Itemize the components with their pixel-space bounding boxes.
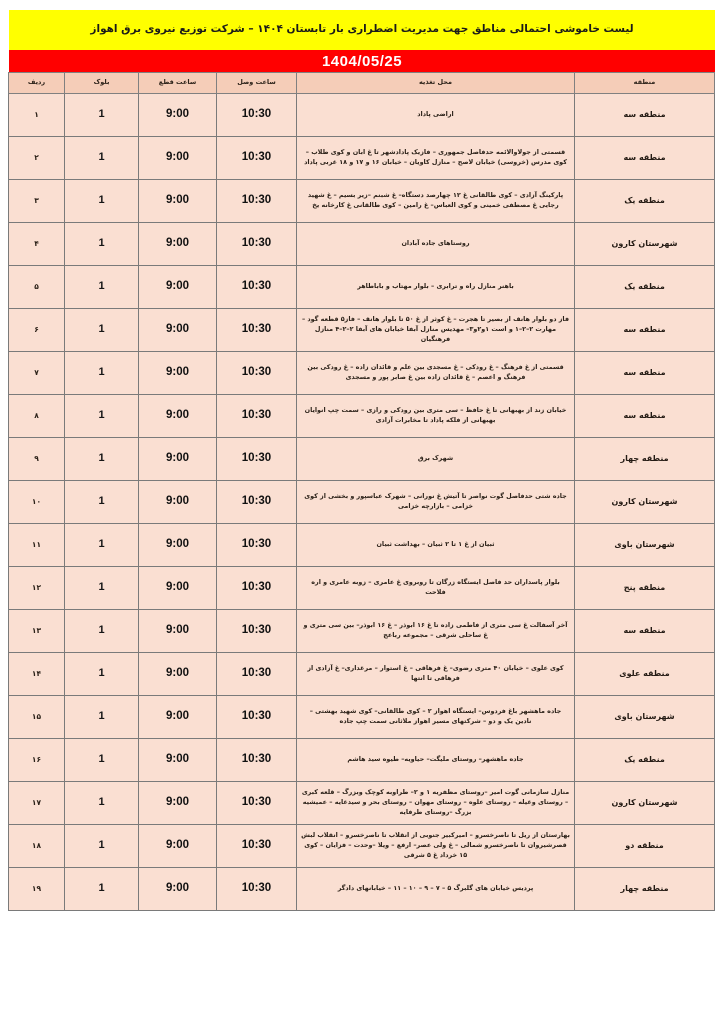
column-header-mahal-taghzieh: محل تغذیه: [297, 73, 575, 94]
cell-mantagheh: منطقه سه: [575, 309, 715, 352]
cell-mahal-taghzieh: باهنر منازل راه و ترابری – بلوار مهتاب و باباطاهر: [297, 266, 575, 309]
cell-radif: ۲: [9, 137, 65, 180]
cell-mahal-taghzieh: قسمتی از جولاوالائمه حدفاصل جمهوری – فازیک پادادشهر تا غ ابان و کوی طلاب – کوی مدرس (خروسی) خیابان لاصح – منازل کاویان – خیابان ۱۶ و ۱۷ و ۱۸ غربی پاداد: [297, 137, 575, 180]
cell-mantagheh: منطقه یک: [575, 180, 715, 223]
table-header-row: [9, 73, 715, 94]
cell-saat-ghat: 9:00: [139, 481, 217, 524]
cell-saat-ghat: 9:00: [139, 524, 217, 567]
cell-mantagheh: منطقه چهار: [575, 438, 715, 481]
table-row: [9, 395, 715, 438]
cell-mantagheh: شهرستان کارون: [575, 223, 715, 266]
cell-mantagheh: منطقه سه: [575, 94, 715, 137]
cell-saat-vasl: 10:30: [217, 481, 297, 524]
date-banner: [9, 50, 715, 72]
cell-mantagheh: منطقه سه: [575, 352, 715, 395]
cell-blok: 1: [65, 739, 139, 782]
cell-mahal-taghzieh: منازل سازمانی گوت امیر –روستای مظفریه ۱ و ۲– طراوبه کوچک وبزرگ – قلعه کبری – روستای وغیله – روستای علوه – روستای مهوان – روستای بحر و سیدغایه – عمیشیه بزرگ –روستای طرفایه: [297, 782, 575, 825]
cell-mahal-taghzieh: اراضی پاداد: [297, 94, 575, 137]
table-row: [9, 223, 715, 266]
cell-mahal-taghzieh: قسمتی از غ فرهنگ – غ رودکی – غ مسجدی بین علم و قائدان زاده – غ رودکی بین فرهنگ و اعصم – غ قائدان زاده بین غ صابر پور و مسجدی: [297, 352, 575, 395]
cell-mahal-taghzieh: شهرک برق: [297, 438, 575, 481]
table-body: [9, 94, 715, 911]
cell-mahal-taghzieh: پردیس خیابان های گلبرگ ۵ – ۷ – ۹ – ۱۰ – ۱۱ – خیابانهای دادگر: [297, 868, 575, 911]
cell-saat-ghat: 9:00: [139, 610, 217, 653]
cell-saat-vasl: 10:30: [217, 825, 297, 868]
cell-mantagheh: منطقه یک: [575, 266, 715, 309]
cell-mantagheh: منطقه یک: [575, 739, 715, 782]
cell-saat-ghat: 9:00: [139, 94, 217, 137]
page-title: لیست خاموشی احتمالی مناطق جهت مدیریت اضطراری بار تابستان ۱۴۰۴ – شرکت توزیع نیروی برق اهواز: [90, 23, 634, 36]
cell-blok: 1: [65, 438, 139, 481]
table-row: [9, 309, 715, 352]
cell-saat-ghat: 9:00: [139, 739, 217, 782]
cell-saat-vasl: 10:30: [217, 137, 297, 180]
cell-mantagheh: منطقه سه: [575, 610, 715, 653]
cell-radif: ۷: [9, 352, 65, 395]
cell-mahal-taghzieh: بلوار پاسداران حد فاصل ایستگاه زرگان تا روبروی غ عامری – زوبه عامری و اره فلاحت: [297, 567, 575, 610]
cell-mantagheh: شهرستان کارون: [575, 782, 715, 825]
cell-radif: ۱۹: [9, 868, 65, 911]
cell-radif: ۱۸: [9, 825, 65, 868]
cell-saat-ghat: 9:00: [139, 352, 217, 395]
column-header-blok: بلوک: [65, 73, 139, 94]
cell-saat-ghat: 9:00: [139, 438, 217, 481]
cell-blok: 1: [65, 868, 139, 911]
cell-saat-vasl: 10:30: [217, 696, 297, 739]
cell-saat-ghat: 9:00: [139, 653, 217, 696]
cell-saat-ghat: 9:00: [139, 868, 217, 911]
cell-saat-ghat: 9:00: [139, 137, 217, 180]
table-row: [9, 266, 715, 309]
cell-saat-ghat: 9:00: [139, 309, 217, 352]
cell-radif: ۱۲: [9, 567, 65, 610]
cell-blok: 1: [65, 352, 139, 395]
table-row: [9, 137, 715, 180]
table-row: [9, 739, 715, 782]
cell-saat-vasl: 10:30: [217, 266, 297, 309]
cell-radif: ۱: [9, 94, 65, 137]
table-row: [9, 94, 715, 137]
cell-saat-vasl: 10:30: [217, 524, 297, 567]
column-header-saat-ghat: ساعت قطع: [139, 73, 217, 94]
cell-saat-ghat: 9:00: [139, 782, 217, 825]
cell-blok: 1: [65, 309, 139, 352]
table-row: [9, 868, 715, 911]
cell-blok: 1: [65, 266, 139, 309]
cell-mahal-taghzieh: ثبیان از غ ۱ تا ۲ ثبیان – بهداشت ثبیان: [297, 524, 575, 567]
cell-radif: ۱۶: [9, 739, 65, 782]
cell-mahal-taghzieh: فاز دو بلوار هانف از بصیر تا هجرت – غ کوثر از غ ۵۰ تا بلوار هانف – فاز۵ قطعه گود – مهارت ۲–۲–۱ و است ۱و۲و۳– مهدیس منازل آبفا خیابان های آبفا ۲–۲–۴ منازل فرهنگیان: [297, 309, 575, 352]
cell-saat-vasl: 10:30: [217, 782, 297, 825]
cell-blok: 1: [65, 137, 139, 180]
table-row: [9, 782, 715, 825]
cell-blok: 1: [65, 696, 139, 739]
table-row: [9, 481, 715, 524]
cell-blok: 1: [65, 825, 139, 868]
column-header-radif: ردیف: [9, 73, 65, 94]
cell-saat-vasl: 10:30: [217, 739, 297, 782]
cell-radif: ۹: [9, 438, 65, 481]
cell-saat-ghat: 9:00: [139, 223, 217, 266]
cell-radif: ۱۵: [9, 696, 65, 739]
table-row: [9, 524, 715, 567]
cell-mahal-taghzieh: بهارستان از ریل تا ناصرخسرو – امیرکبیر جنوبی از انقلاب تا ناصرخسرو – انقلاب لبش قصرشیروان تا ناصرخسرو شمالی – غ ولی عصر– ارفع – ویلا –وحدت – فزایان – کوی ۱۵ خرداد غ ۵ شرقی: [297, 825, 575, 868]
table-row: [9, 610, 715, 653]
cell-saat-vasl: 10:30: [217, 94, 297, 137]
cell-mantagheh: منطقه سه: [575, 395, 715, 438]
cell-saat-vasl: 10:30: [217, 653, 297, 696]
cell-mahal-taghzieh: کوی علوی – خیابان ۴۰ متری رضوی– غ فرهاقی – غ استوار – مرغداری– غ آزادی از فرهاقی تا انتها: [297, 653, 575, 696]
cell-saat-ghat: 9:00: [139, 180, 217, 223]
cell-saat-vasl: 10:30: [217, 868, 297, 911]
cell-mantagheh: منطقه دو: [575, 825, 715, 868]
cell-mantagheh: شهرستان کارون: [575, 481, 715, 524]
cell-saat-vasl: 10:30: [217, 438, 297, 481]
table-header: [9, 73, 715, 94]
cell-mantagheh: منطقه علوی: [575, 653, 715, 696]
outage-table: [8, 72, 715, 911]
cell-radif: ۸: [9, 395, 65, 438]
cell-blok: 1: [65, 223, 139, 266]
cell-saat-vasl: 10:30: [217, 223, 297, 266]
column-header-saat-vasl: ساعت وصل: [217, 73, 297, 94]
cell-saat-ghat: 9:00: [139, 696, 217, 739]
cell-mahal-taghzieh: پارکینگ آزادی – کوی طالقانی غ ۱۲ چهارصد دستگاه– غ شبنم –زیر بسیم – غ شهید رجایی غ مصطفی خمینی و کوی العباس– غ رامین – کوی طالقانی غ کارخانه یخ: [297, 180, 575, 223]
cell-blok: 1: [65, 481, 139, 524]
cell-mahal-taghzieh: جاده ماهشهر باغ فردوس– ایستگاه اهواز ۲ – کوی طالقانی– کوی شهید بهشتی – نادین یک و دو – شرکتهای مسیر اهواز ملاثانی سمت چپ جاده: [297, 696, 575, 739]
cell-saat-vasl: 10:30: [217, 567, 297, 610]
cell-radif: ۴: [9, 223, 65, 266]
cell-blok: 1: [65, 94, 139, 137]
cell-saat-vasl: 10:30: [217, 352, 297, 395]
cell-saat-ghat: 9:00: [139, 395, 217, 438]
cell-mantagheh: شهرستان باوی: [575, 696, 715, 739]
cell-radif: ۳: [9, 180, 65, 223]
cell-radif: ۱۰: [9, 481, 65, 524]
cell-mahal-taghzieh: روستاهای جاده آبادان: [297, 223, 575, 266]
table-row: [9, 180, 715, 223]
table-row: [9, 696, 715, 739]
table-row: [9, 825, 715, 868]
table-row: [9, 567, 715, 610]
cell-mantagheh: منطقه چهار: [575, 868, 715, 911]
cell-radif: ۵: [9, 266, 65, 309]
cell-saat-vasl: 10:30: [217, 395, 297, 438]
cell-blok: 1: [65, 524, 139, 567]
cell-mahal-taghzieh: جاده ماهشهر– روستای ملیگت– حیاویه– طیوه سید هاشم: [297, 739, 575, 782]
cell-radif: ۱۷: [9, 782, 65, 825]
cell-radif: ۱۴: [9, 653, 65, 696]
cell-mahal-taghzieh: خیابان زند از بهبهانی تا غ حافظ – سی متری بین رودکی و رازی – سمت چپ انوایان بهبهانی از فلکه پاداد تا مخابرات آزادی: [297, 395, 575, 438]
column-header-mantagheh: منطقه: [575, 73, 715, 94]
cell-blok: 1: [65, 567, 139, 610]
cell-mahal-taghzieh: آخر آسفالت غ سی متری از فاطمی زاده تا غ ۱۶ ابوذر – غ ۱۶ ابوذر– بین سی متری و غ ساحلی شرقی – مجموعه رباعج: [297, 610, 575, 653]
cell-mantagheh: منطقه پنج: [575, 567, 715, 610]
cell-blok: 1: [65, 653, 139, 696]
title-banner: [9, 10, 715, 50]
cell-saat-vasl: 10:30: [217, 180, 297, 223]
cell-blok: 1: [65, 782, 139, 825]
cell-mantagheh: شهرستان باوی: [575, 524, 715, 567]
cell-saat-ghat: 9:00: [139, 567, 217, 610]
cell-saat-ghat: 9:00: [139, 825, 217, 868]
cell-blok: 1: [65, 610, 139, 653]
cell-blok: 1: [65, 395, 139, 438]
schedule-date: 1404/05/25: [321, 52, 403, 70]
table-row: [9, 352, 715, 395]
cell-saat-vasl: 10:30: [217, 309, 297, 352]
cell-radif: ۱۱: [9, 524, 65, 567]
cell-saat-vasl: 10:30: [217, 610, 297, 653]
cell-mantagheh: منطقه سه: [575, 137, 715, 180]
cell-radif: ۶: [9, 309, 65, 352]
table-row: [9, 438, 715, 481]
cell-blok: 1: [65, 180, 139, 223]
cell-radif: ۱۳: [9, 610, 65, 653]
cell-mahal-taghzieh: جاده شتی حدفاصل گوت نواصر تا آتیش غ نورانی – شهرک عباسپور و بخشی از کوی خزامی – بازارچه خزامی: [297, 481, 575, 524]
table-row: [9, 653, 715, 696]
cell-saat-ghat: 9:00: [139, 266, 217, 309]
